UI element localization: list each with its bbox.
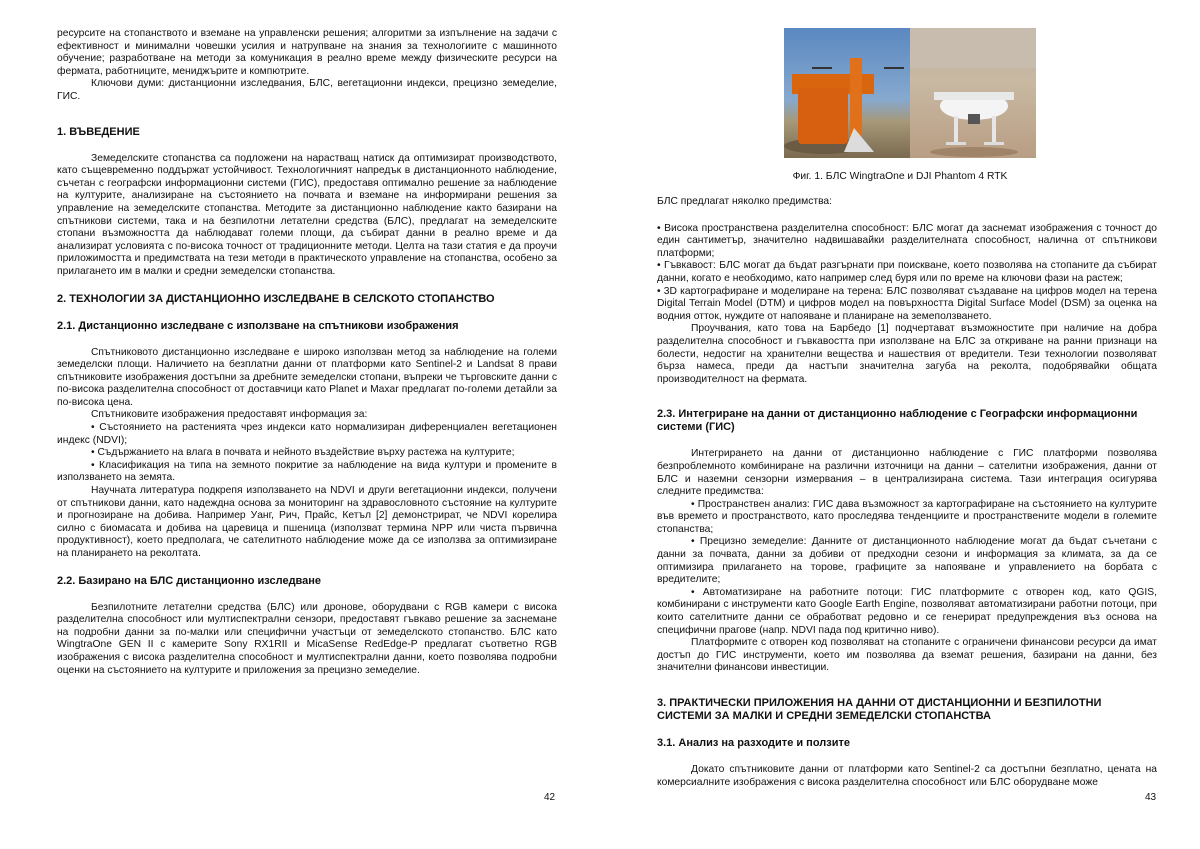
subsection-heading-satellite: 2.1. Дистанционно изследване с използване на спътникови изображения [57, 319, 459, 332]
advantage-bullet-1: • Висока пространствена разделителна способност: БЛС могат да заснемат изображения с точност до един сантиметър, значително надвишавайки разделителната способност, налична от спътникови платформи; [657, 222, 1157, 259]
subsection-heading-uav: 2.2. Базирано на БЛС дистанционно изследване [57, 574, 322, 587]
uav-paragraph: Безпилотните летателни средства (БЛС) или дронове, оборудвани с RGB камери с висока разделителна способност или мултиспектрални сензори, предоставят гъвкаво решение за заснемане на подробни данни за по-малки или специфични участъци от земеделското стопанство. БЛС като WingtraOne GEN II с камерите Sony RX1RII и MicaSense RedEdge-P предлагат съответно RGB изображения с висока разделителна способност и мултиспектрални данни, което позволява подробни оценки на състоянието на културите и приложения за прецизно земеделие. [57, 601, 557, 676]
right-column [657, 196, 1157, 789]
satellite-paragraph-1: Спътниковото дистанционно изследване е широко използван метод за наблюдение на големи земеделски площи. Наличието на безплатни данни от платформи като Sentinel-2 и Landsat 8 прави спътниковите изображения достъпни за дребните земеделски стопани, въпреки че търговските данни с по-висока разделителна способност от доставчици като Planet и Maxar предлагат по-големи детайли за по-висока цена. [57, 346, 557, 408]
right-page [600, 0, 1200, 849]
gis-bullet-1: • Пространствен анализ: ГИС дава възможност за картографиране на състоянието на културите във времето и пространството, като проследява тенденциите и пространствените модели в големите стопанства; [657, 498, 1157, 535]
satellite-paragraph-3: Научната литература подкрепя използването на NDVI и други вегетационни индекси, получени от спътникови данни, като надеждна основа за мониторинг на здравословното състояние на културите и прогнозиране на добива. Например Уанг, Рич, Прайс, Кетъл [2] демонстрират, че NDVI корелира силно с биомасата и добива на царевица и пшеница (използват термина NPP или чиста първична продуктивност), което предполага, че сателитното наблюдение може да се използва за оптимизиране на планирането на реколтата. [57, 485, 557, 559]
gis-bullet-3: • Автоматизиране на работните потоци: ГИС платформите с отворен код, като QGIS, комбинирани с инструменти като Google Earth Engine, позволяват автоматизирани работни потоци, при които сателитните данни се обработват редовно и се генерират предупреждения въз основа на специфични прагове (напр. NDVI пада под критично ниво). [657, 586, 1157, 636]
subsection-heading-cost: 3.1. Анализ на разходите и ползите [657, 737, 850, 749]
left-column [57, 28, 557, 677]
gis-bullet-2: • Прецизно земеделие: Данните от дистанционното наблюдение могат да бъдат съчетани с данни за почвата, данни за добиви от предходни сезони и информация за климата, за да се оптимизира прилагането на торове, графиците за напояване и управлението на борбата с вредителите; [657, 536, 1157, 586]
dji-phantom-photo [910, 28, 1036, 158]
gis-paragraph-2: Платформите с отворен код позволяват на стопаните с ограничени финансови ресурси да имат достъп до ГИС инструменти, което им позволява да вземат решения, базирани на данни, без значителни финансови инвестиции. [657, 637, 1157, 674]
figure-uav-photos [784, 28, 1036, 158]
advantages-intro: БЛС предлагат няколко предимства: [657, 196, 833, 207]
introduction-paragraph: Земеделските стопанства са подложени на нарастващ натиск да оптимизират производството, като същевременно поддържат устойчивост. Технологичният напредък в дистанционното наблюдение, съчетан с географски информационни системи (ГИС), предоставя оптимално решение за наблюдение на културите, анализиране на състоянието на почвата и вземане на информирани решения за управление на земеделските стопанства. Методите за дистанционно наблюдение както базирани на спътникови системи, така и на безпилотни летателни средства (БЛС), предлагат на земеделските стопани възможността да наблюдават големи площи, да събират данни в реално време и да анализират условията с по-висока точност от традиционните методи. Целта на тази статия е да проучи приложимостта и предимствата на тези методи в практическото управление на стопанства, особено за прилагането им в малки и средни земеделски стопанства. [57, 152, 557, 277]
section-heading-technologies: 2. ТЕХНОЛОГИИ ЗА ДИСТАНЦИОННО ИЗСЛЕДВАНЕ В СЕЛСКОТО СТОПАНСТВО [57, 292, 495, 305]
keywords: Ключови думи: дистанционни изследвания, БЛС, вегетационни индекси, прецизно земеделие, ГИС. [57, 78, 557, 102]
subsection-heading-gis: 2.3. Интегриране на данни от дистанционно наблюдение с Географски информационни системи (ГИС) [657, 408, 1138, 434]
section-heading-introduction: 1. ВЪВЕДЕНИЕ [57, 125, 140, 138]
gis-paragraph-1: Интегрирането на данни от дистанционно наблюдение с ГИС платформи позволява безпроблемното комбиниране на различни източници на данни – сателитни изображения, данни от БЛС и наземни сензорни измервания – в централизирана система. Тази интеграция осигурява следните предимства: [657, 448, 1157, 498]
advantages-paragraph: Проучвания, като това на Барбедо [1] подчертават възможностите при наличие на добра разделителна способност и гъвкавостта при използване на БЛС за откриване на ранни признаци на болести, недостиг на хранителни вещества и нашествия от вредители. Тези технологии позволяват бърза намеса, преди да настъпи значителна загуба на реколта, подобрявайки общата производителност на фермата. [657, 323, 1157, 385]
cost-paragraph: Докато спътниковите данни от платформи като Sentinel-2 са достъпни безплатно, цената на комерсиалните изображения с висока разделителна способност или БЛС оборудване може [657, 764, 1157, 788]
page-number-left: 42 [544, 792, 556, 803]
satellite-bullet-3: • Класификация на типа на земното покритие за наблюдение на вида култури и промените в използването на земята. [57, 459, 557, 484]
advantage-bullet-3: • 3D картографиране и моделиране на терена: БЛС позволяват създаване на цифров модел на терена Digital Terrain Model (DTM) и цифров модел на повърхността Digital Surface Model (DSM) за оценка на водния отток, нуждите от напояване и планиране на земеползването. [657, 285, 1157, 322]
section-heading-applications: 3. ПРАКТИЧЕСКИ ПРИЛОЖЕНИЯ НА ДАННИ ОТ ДИСТАНЦИОННИ И БЕЗПИЛОТНИ СИСТЕМИ ЗА МАЛКИ И СРЕДНИ ЗЕМЕДЕЛСКИ СТОПАНСТВА [657, 697, 1102, 722]
figure-caption: Фиг. 1. БЛС WingtraOne и DJI Phantom 4 RTK [792, 171, 1008, 182]
satellite-paragraph-2: Спътниковите изображения предоставят информация за: [91, 409, 368, 421]
satellite-bullet-2: • Съдържанието на влага в почвата и нейното въздействие върху растежа на културите; [91, 447, 515, 459]
advantage-bullet-2: • Гъвкавост: БЛС могат да бъдат разгърнати при поискване, което позволява на стопаните да събират данни, когато е необходимо, като например след буря или по време на ключови фази на растеж; [657, 260, 1157, 284]
satellite-bullet-1: • Състоянието на растенията чрез индекси като нормализиран диференциален вегетационен индекс (NDVI); [57, 422, 557, 446]
intro-paragraph-1: ресурсите на стопанството и вземане на управленски решения; алгоритми за изпълнение на задачи с ефективност и минимални човешки усилия и натрупване на знания за технологиите с машинното обучение; разработване на методи за комуникация в реално време между физическите ресурси на фермата, работниците, мениджърите и компютрите. [57, 28, 557, 77]
page-number-right: 43 [1145, 792, 1157, 803]
wingtraone-photo [784, 28, 910, 158]
